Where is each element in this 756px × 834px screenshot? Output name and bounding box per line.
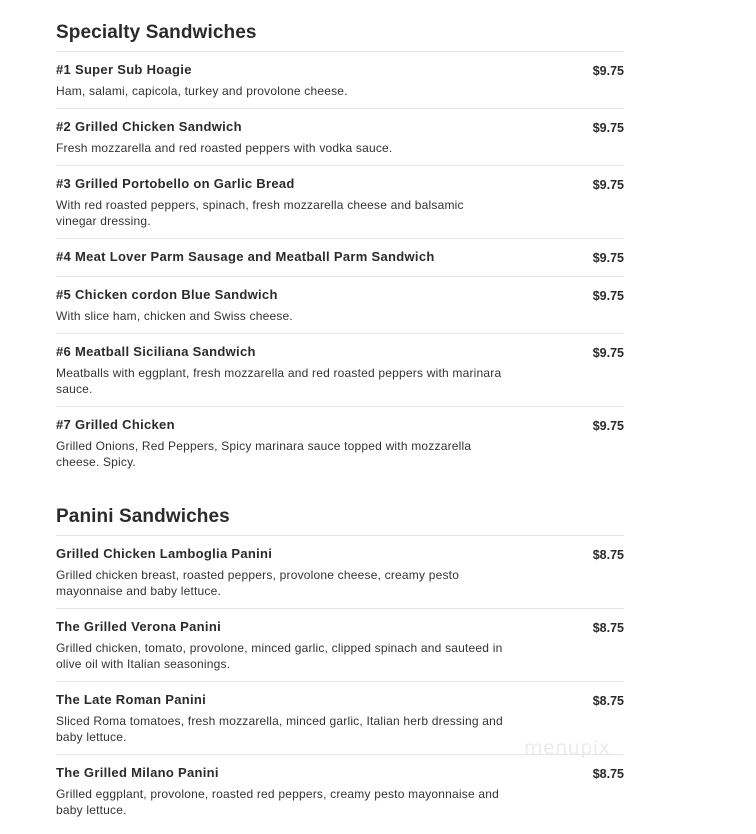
item-price: $8.75	[592, 767, 624, 781]
section-title: Specialty Sandwiches	[56, 20, 624, 52]
section-specialty-sandwiches	[56, 20, 624, 479]
menu	[56, 20, 624, 827]
menupix-watermark: menupix	[524, 737, 611, 759]
menu-item	[56, 109, 624, 166]
menu-item	[56, 407, 624, 479]
item-name: Grilled Chicken Lamboglia Panini	[56, 546, 273, 561]
item-name: The Grilled Milano Panini	[56, 765, 219, 780]
item-name: The Grilled Verona Panini	[56, 619, 221, 634]
item-price: $9.75	[592, 289, 624, 303]
menu-item	[56, 536, 624, 609]
item-description: Grilled eggplant, provolone, roasted red peppers, creamy pesto mayonnaise and baby lettuce.	[56, 787, 499, 817]
menu-item	[56, 334, 624, 407]
item-price: $8.75	[592, 694, 624, 708]
item-name: #5 Chicken cordon Blue Sandwich	[56, 287, 278, 302]
item-description: Ham, salami, capicola, turkey and provolone cheese.	[56, 84, 348, 98]
menu-item	[56, 52, 624, 109]
item-name: The Late Roman Panini	[56, 692, 207, 707]
menu-item	[56, 682, 624, 755]
item-name: #2 Grilled Chicken Sandwich	[56, 119, 242, 134]
item-name: #1 Super Sub Hoagie	[56, 62, 192, 77]
item-price: $8.75	[592, 548, 624, 562]
item-price: $9.75	[592, 251, 624, 265]
item-name: #4 Meat Lover Parm Sausage and Meatball Parm Sandwich	[56, 249, 435, 264]
menu-item	[56, 239, 624, 277]
item-price: $9.75	[592, 121, 624, 135]
item-price: $8.75	[592, 621, 624, 635]
item-price: $9.75	[592, 346, 624, 360]
item-price: $9.75	[592, 178, 624, 192]
menu-item	[56, 277, 624, 334]
item-description: With red roasted peppers, spinach, fresh mozzarella cheese and balsamic vinegar dressing.	[56, 198, 464, 228]
item-description: Grilled chicken breast, roasted peppers, provolone cheese, creamy pesto mayonnaise and baby lettuce.	[56, 568, 460, 598]
section-title: Panini Sandwiches	[56, 504, 624, 536]
item-name: #3 Grilled Portobello on Garlic Bread	[56, 176, 295, 191]
item-description: Grilled chicken, tomato, provolone, minced garlic, clipped spinach and sauteed in olive oil with Italian seasonings.	[56, 641, 503, 671]
item-name: #6 Meatball Siciliana Sandwich	[56, 344, 256, 359]
section-panini-sandwiches	[56, 504, 624, 827]
item-description: Meatballs with eggplant, fresh mozzarella and red roasted peppers with marinara sauce.	[56, 366, 502, 396]
item-description: With slice ham, chicken and Swiss cheese.	[56, 309, 293, 323]
item-price: $9.75	[592, 64, 624, 78]
item-price: $9.75	[592, 419, 624, 433]
item-name: #7 Grilled Chicken	[56, 417, 175, 432]
menu-item	[56, 166, 624, 239]
item-description: Fresh mozzarella and red roasted peppers with vodka sauce.	[56, 141, 393, 155]
item-description: Sliced Roma tomatoes, fresh mozzarella, minced garlic, Italian herb dressing and baby lettuce.	[56, 714, 503, 744]
menu-item	[56, 755, 624, 827]
menu-item	[56, 609, 624, 682]
item-description: Grilled Onions, Red Peppers, Spicy marinara sauce topped with mozzarella cheese. Spicy.	[56, 439, 472, 469]
